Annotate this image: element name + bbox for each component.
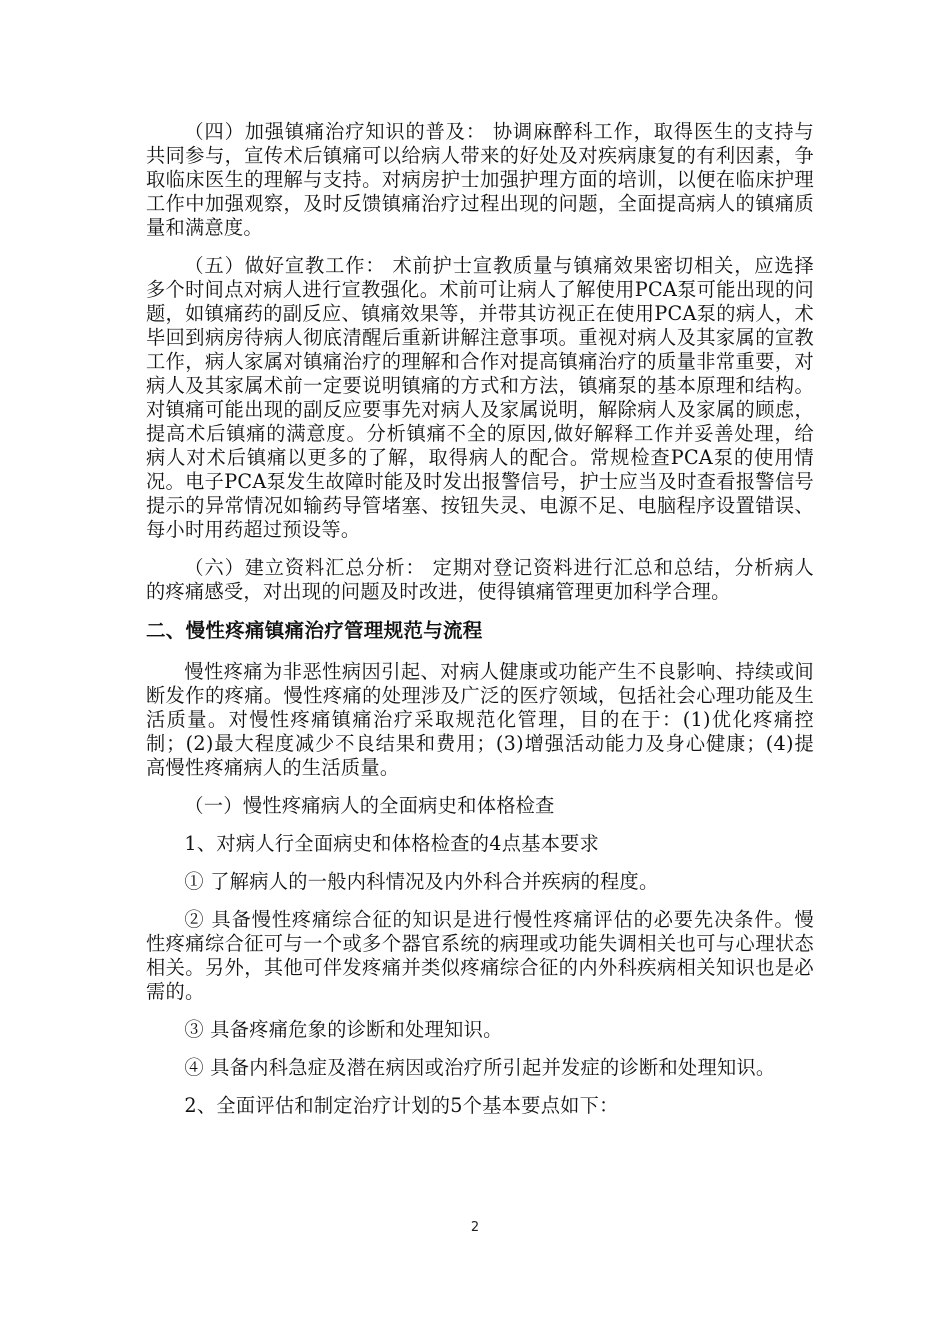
page-number: 2 bbox=[470, 1220, 480, 1235]
paragraph-subsection-1: （一）慢性疼痛病人的全面病史和体格检查 bbox=[184, 794, 555, 817]
paragraph-point-2: ② 具备慢性疼痛综合征的知识是进行慢性疼痛评估的必要先决条件。慢性疼痛综合征可与一个或多个器官系统的病理或功能失调相关也可与心理状态相关。另外，其他可伴发疼痛并类似疼痛综合征的内外科疾病相关知识也是必需的。 bbox=[146, 908, 814, 1003]
paragraph-point-1: ① 了解病人的一般内科情况及内外科合并疾病的程度。 bbox=[184, 870, 659, 893]
paragraph-5-education: （五）做好宣教工作： 术前护士宣教质量与镇痛效果密切相关，应选择多个时间点对病人进行宣教强化。术前可让病人了解使用PCA泵可能出现的问题，如镇痛药的副反应、镇痛效果等，并带其访视正在使用PCA泵的病人，术毕回到病房待病人彻底清醒后重新讲解注意事项。重视对病人及其家属的宣教工作，病人家属对镇痛治疗的理解和合作对提高镇痛治疗的质量非常重要，对病人及其家属术前一定要说明镇痛的方式和方法，镇痛泵的基本原理和结构。对镇痛可能出现的副反应要事先对病人及家属说明，解除病人及家属的顾虑，提高术后镇痛的满意度。分析镇痛不全的原因,做好解释工作并妥善处理，给病人对术后镇痛以更多的了解，取得病人的配合。常规检查PCA泵的使用情况。电子PCA泵发生故障时能及时发出报警信号，护士应当及时查看报警信号提示的异常情况如输药导管堵塞、按钮失灵、电源不足、电脑程序设置错误、每小时用药超过预设等。 bbox=[146, 254, 814, 541]
paragraph-item-1: 1、对病人行全面病史和体格检查的4点基本要求 bbox=[184, 832, 600, 855]
document-body bbox=[146, 120, 814, 1132]
paragraph-point-3: ③ 具备疼痛危象的诊断和处理知识。 bbox=[184, 1018, 503, 1041]
section-heading: 二、慢性疼痛镇痛治疗管理规范与流程 bbox=[146, 619, 483, 642]
paragraph-4-popularization: （四）加强镇痛治疗知识的普及： 协调麻醉科工作，取得医生的支持与共同参与，宣传术后镇痛可以给病人带来的好处及对疾病康复的有利因素，争取临床医生的理解与支持。对病房护士加强护理方面的培训，以便在临床护理工作中加强观察，及时反馈镇痛治疗过程出现的问题，全面提高病人的镇痛质量和满意度。 bbox=[146, 120, 814, 239]
paragraph-chronic-pain-intro: 慢性疼痛为非恶性病因引起、对病人健康或功能产生不良影响、持续或间断发作的疼痛。慢性疼痛的处理涉及广泛的医疗领域，包括社会心理功能及生活质量。对慢性疼痛镇痛治疗采取规范化管理，目的在于：(1)优化疼痛控制；(2)最大程度减少不良结果和费用；(3)增强活动能力及身心健康；(4)提高慢性疼痛病人的生活质量。 bbox=[146, 660, 814, 779]
paragraph-6-data-analysis: （六）建立资料汇总分析： 定期对登记资料进行汇总和总结，分析病人的疼痛感受，对出现的问题及时改进，使得镇痛管理更加科学合理。 bbox=[146, 556, 814, 603]
paragraph-point-4: ④ 具备内科急症及潜在病因或治疗所引起并发症的诊断和处理知识。 bbox=[184, 1056, 776, 1079]
paragraph-item-2: 2、全面评估和制定治疗计划的5个基本要点如下： bbox=[184, 1094, 619, 1117]
